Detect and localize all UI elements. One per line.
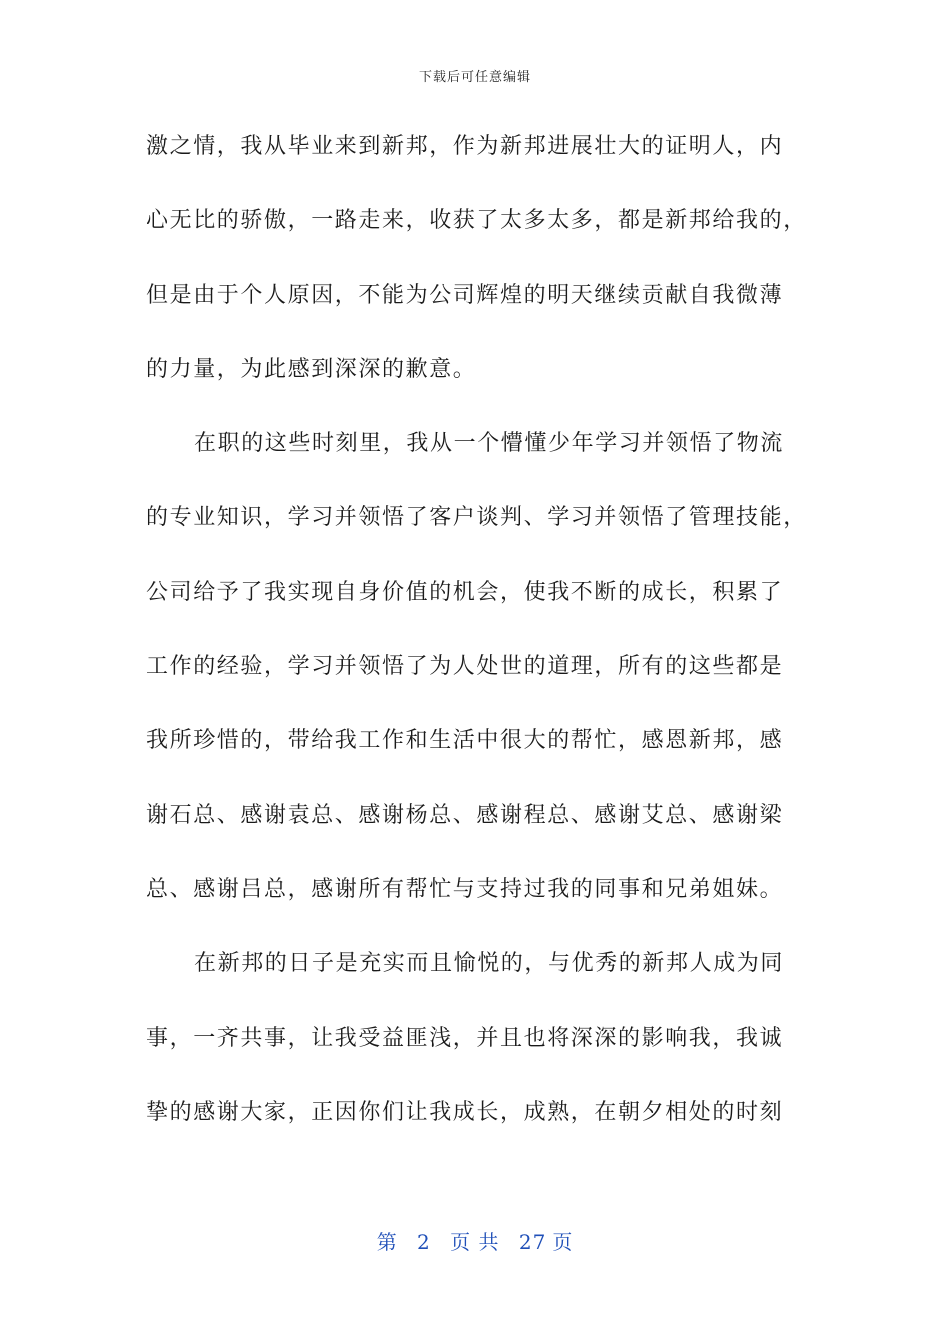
text-line: 公司给予了我实现自身价值的机会，使我不断的成长，积累了 — [146, 579, 784, 605]
page-footer — [0, 1226, 950, 1255]
text-line: 激之情，我从毕业来到新邦，作为新邦进展壮大的证明人，内 — [146, 134, 784, 159]
text-line: 在新邦的日子是充实而且愉悦的，与优秀的新邦人成为同 — [194, 951, 785, 977]
page-number: 2 — [417, 1230, 431, 1254]
total-pages: 27 — [518, 1230, 547, 1254]
text-line: 我所珍惜的，带给我工作和生活中很大的帮忙，感恩新邦，感 — [146, 728, 784, 754]
body-text — [146, 118, 806, 1158]
text-line: 谢石总、感谢袁总、感谢杨总、感谢程总、感谢艾总、感谢梁 — [146, 802, 784, 828]
text-line: 在职的这些时刻里，我从一个懵懂少年学习并领悟了物流 — [194, 431, 785, 457]
text-line: 但是由于个人原因，不能为公司辉煌的明天继续贡献自我微薄 — [146, 282, 784, 308]
text-line: 事，一齐共事，让我受益匪浅，并且也将深深的影响我，我诚 — [146, 1025, 784, 1051]
page-label-middle: 页 共 — [450, 1230, 500, 1254]
page-header: 下载后可任意编辑 — [418, 70, 531, 85]
text-line: 总、感谢吕总，感谢所有帮忙与支持过我的同事和兄弟姐妹。 — [146, 876, 784, 902]
text-line: 的专业知识，学习并领悟了客户谈判、学习并领悟了管理技能， — [146, 505, 807, 531]
text-line: 心无比的骄傲，一路走来，收获了太多太多，都是新邦给我的， — [146, 208, 807, 234]
text-line: 工作的经验，学习并领悟了为人处世的道理，所有的这些都是 — [146, 654, 784, 680]
text-line: 的力量，为此感到深深的歉意。 — [146, 356, 477, 382]
page-label-suffix: 页 — [552, 1230, 574, 1254]
page-label-prefix: 第 — [376, 1230, 398, 1254]
text-line: 挚的感谢大家，正因你们让我成长，成熟，在朝夕相处的时刻 — [146, 1099, 784, 1125]
